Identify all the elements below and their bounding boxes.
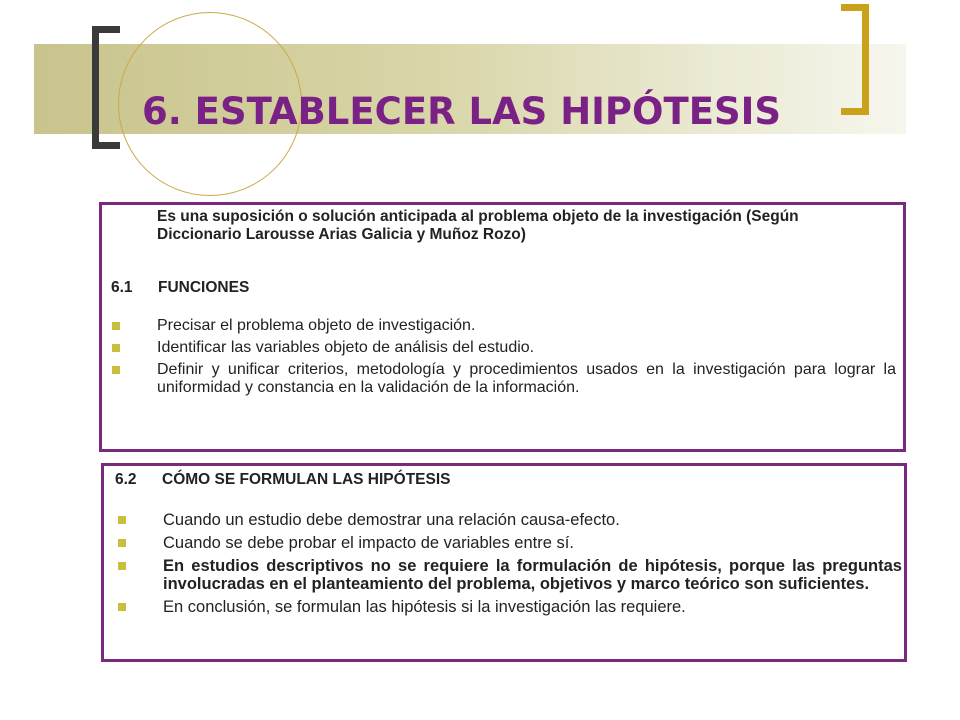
list-item-text: Precisar el problema objeto de investigación. — [157, 317, 476, 334]
list-item-text: Cuando se debe probar el impacto de variables entre sí. — [163, 534, 574, 552]
slide-title: 6. ESTABLECER LAS HIPÓTESIS — [142, 90, 782, 133]
list-item — [116, 534, 902, 552]
functions-list — [110, 317, 896, 401]
list-item — [110, 361, 896, 397]
formulation-list — [116, 511, 902, 621]
section-heading-functions — [111, 279, 249, 297]
left-bracket-decoration — [92, 26, 120, 149]
hypothesis-definition: Es una suposición o solución anticipada al problema objeto de la investigación (Según Diccionario Larousse Arias Galicia y Muñoz Rozo) — [157, 208, 799, 243]
formulation-box — [101, 463, 907, 662]
list-item-text: Definir y unificar criterios, metodología y procedimientos usados en la investigación para lograr la uniformidad y constancia en la validación de la información. — [157, 361, 896, 396]
list-item-text: Identificar las variables objeto de análisis del estudio. — [157, 339, 535, 356]
section-heading-label: CÓMO SE FORMULAN LAS HIPÓTESIS — [162, 471, 451, 488]
list-item — [116, 557, 902, 593]
list-item — [116, 598, 902, 616]
section-heading-formulation — [115, 471, 450, 489]
bullet-square-icon — [118, 603, 126, 611]
section-number: 6.1 — [111, 279, 133, 296]
right-bracket-decoration — [841, 4, 869, 115]
list-item-text: En estudios descriptivos no se requiere la formulación de hipótesis, porque las preguntas involucradas en el planteamiento del problema, objetivos y marco teórico son suficientes. — [163, 557, 902, 593]
section-number: 6.2 — [115, 471, 137, 488]
list-item — [110, 339, 896, 357]
bullet-square-icon — [118, 562, 126, 570]
bullet-square-icon — [112, 322, 120, 330]
list-item-text: Cuando un estudio debe demostrar una relación causa-efecto. — [163, 511, 620, 529]
functions-box — [99, 202, 906, 452]
bullet-square-icon — [112, 344, 120, 352]
section-heading-label: FUNCIONES — [158, 279, 250, 296]
list-item — [110, 317, 896, 335]
bullet-square-icon — [112, 366, 120, 374]
list-item — [116, 511, 902, 529]
bullet-square-icon — [118, 516, 126, 524]
list-item-text: En conclusión, se formulan las hipótesis si la investigación las requiere. — [163, 598, 686, 616]
bullet-square-icon — [118, 539, 126, 547]
